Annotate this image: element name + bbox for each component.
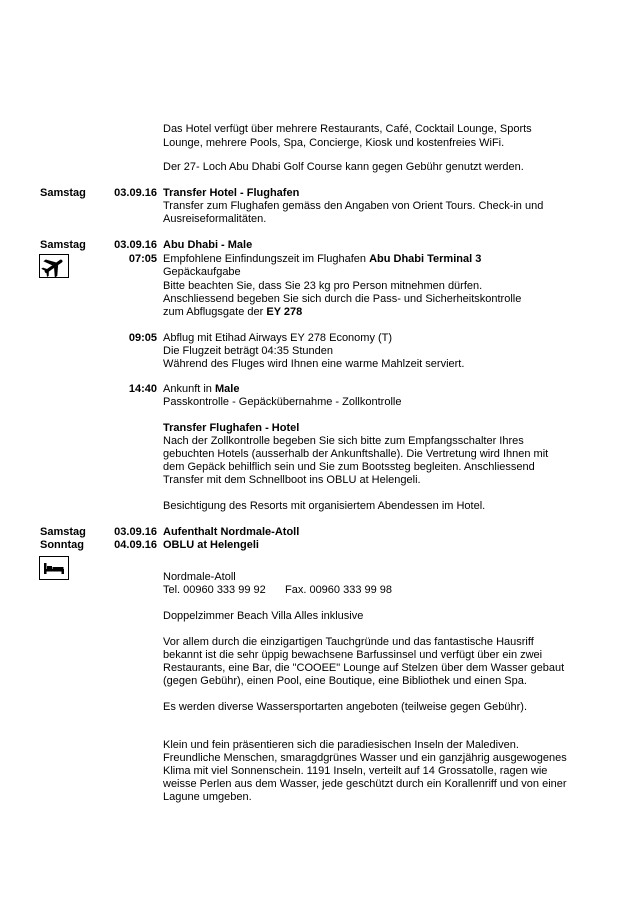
- checkin-line-2: Gepäckaufgabe: [163, 266, 241, 278]
- arrival-line-1-text: Ankunft in: [163, 383, 212, 395]
- airport-transfer-line-3: dem Gepäck behilflich sein und Sie zum Bootssteg begleiten. Anschliessend: [163, 461, 535, 473]
- departure-line-1: Abflug mit Etihad Airways EY 278 Economy (T): [163, 332, 393, 344]
- transfer-date: 03.09.16: [114, 187, 157, 199]
- stay-day-1: Samstag: [40, 526, 86, 538]
- hotel-description-line-4: (gegen Gebühr), einen Pool, eine Boutique, eine Bibliothek und einen Spa.: [163, 675, 527, 687]
- flight-number: EY 278: [266, 306, 303, 318]
- checkin-line-5: [163, 305, 302, 319]
- stay-date-2: 04.09.16: [114, 539, 157, 551]
- checkin-line-3: Bitte beachten Sie, dass Sie 23 kg pro Person mitnehmen dürfen.: [163, 280, 483, 292]
- departure-time: 09:05: [128, 332, 157, 344]
- stay-day-2: Sonntag: [40, 539, 84, 551]
- departure-line-3: Während des Fluges wird Ihnen eine warme Mahlzeit serviert.: [163, 358, 465, 370]
- arrival-time: 14:40: [128, 383, 157, 395]
- maldives-line-1: Klein und fein präsentieren sich die paradiesischen Inseln der Malediven.: [163, 739, 519, 751]
- hotel-phone: Tel. 00960 333 99 92: [163, 584, 266, 596]
- terminal-name: Abu Dhabi Terminal 3: [369, 253, 482, 265]
- maldives-line-5: Lagune umgeben.: [163, 791, 252, 803]
- transfer-text-line-2: Ausreiseformalitäten.: [163, 213, 267, 225]
- flight-day: Samstag: [40, 239, 86, 251]
- checkin-time: 07:05: [128, 253, 157, 265]
- watersports-note: Es werden diverse Wassersportarten angeboten (teilweise gegen Gebühr).: [163, 701, 528, 713]
- arrival-line-1: [163, 382, 239, 396]
- stay-date-1: 03.09.16: [114, 526, 157, 538]
- hotel-location: Nordmale-Atoll: [163, 571, 236, 583]
- flight-title: Abu Dhabi - Male: [163, 239, 253, 251]
- checkin-line-1: [163, 252, 481, 266]
- airport-transfer-title: Transfer Flughafen - Hotel: [163, 422, 300, 434]
- flight-date: 03.09.16: [114, 239, 157, 251]
- hotel-description-line-1: Vor allem durch die einzigartigen Tauchgründe und das fantastische Hausriff: [163, 636, 534, 648]
- stay-title-1: Aufenthalt Nordmale-Atoll: [163, 526, 300, 538]
- maldives-line-2: Freundliche Menschen, smaragdgrünes Wasser und ein ganzjährig ausgewogenes: [163, 752, 567, 764]
- hotel-name: OBLU at Helengeli: [163, 539, 259, 551]
- transfer-day: Samstag: [40, 187, 86, 199]
- checkin-line-1-text: Empfohlene Einfindungszeit im Flughafen: [163, 253, 367, 265]
- airport-transfer-line-1: Nach der Zollkontrolle begeben Sie sich bitte zum Empfangsschalter Ihres: [163, 435, 524, 447]
- golf-course-note: Der 27- Loch Abu Dhabi Golf Course kann gegen Gebühr genutzt werden.: [163, 161, 524, 173]
- arrival-city: Male: [214, 383, 240, 395]
- room-type: Doppelzimmer Beach Villa Alles inklusive: [163, 610, 364, 622]
- hotel-description-line-2: bekannt ist die sehr üppig bewachsene Barfussinsel und verfügt über ein zwei: [163, 649, 543, 661]
- hotel-fax: Fax. 00960 333 99 98: [285, 584, 393, 596]
- hotel-facilities-line-2: Lounge, mehrere Pools, Spa, Concierge, Kiosk und kostenfreies WiFi.: [163, 137, 505, 149]
- checkin-line-4: Anschliessend begeben Sie sich durch die Pass- und Sicherheitskontrolle: [163, 293, 522, 305]
- transfer-title: Transfer Hotel - Flughafen: [163, 187, 300, 199]
- airport-transfer-line-4: Transfer mit dem Schnellboot ins OBLU at Helengeli.: [163, 474, 421, 486]
- checkin-line-5-text: zum Abflugsgate der: [163, 306, 264, 318]
- airport-transfer-line-2: gebuchten Hotels (ausserhalb der Ankunftshalle). Die Vertretung wird Ihnen mit: [163, 448, 549, 460]
- transfer-text-line-1: Transfer zum Flughafen gemäss den Angaben von Orient Tours. Check-in und: [163, 200, 544, 212]
- maldives-line-3: Klima mit viel Sonnenschein. 1191 Inseln, verteilt auf 14 Grossatolle, ragen wie: [163, 765, 548, 777]
- hotel-description-line-3: Restaurants, eine Bar, die "COOEE" Lounge auf Stelzen über dem Wasser gebaut: [163, 662, 565, 674]
- departure-line-2: Die Flugzeit beträgt 04:35 Stunden: [163, 345, 334, 357]
- airplane-icon: [39, 254, 69, 278]
- hotel-facilities-line-1: Das Hotel verfügt über mehrere Restaurants, Café, Cocktail Lounge, Sports: [163, 123, 532, 135]
- arrival-line-2: Passkontrolle - Gepäckübernahme - Zollkontrolle: [163, 396, 402, 408]
- maldives-line-4: weisse Perlen aus dem Wasser, jede geschützt durch ein Korallenriff und von einer: [163, 778, 567, 790]
- resort-visit-note: Besichtigung des Resorts mit organisiertem Abendessen im Hotel.: [163, 500, 486, 512]
- bed-icon: [39, 556, 69, 580]
